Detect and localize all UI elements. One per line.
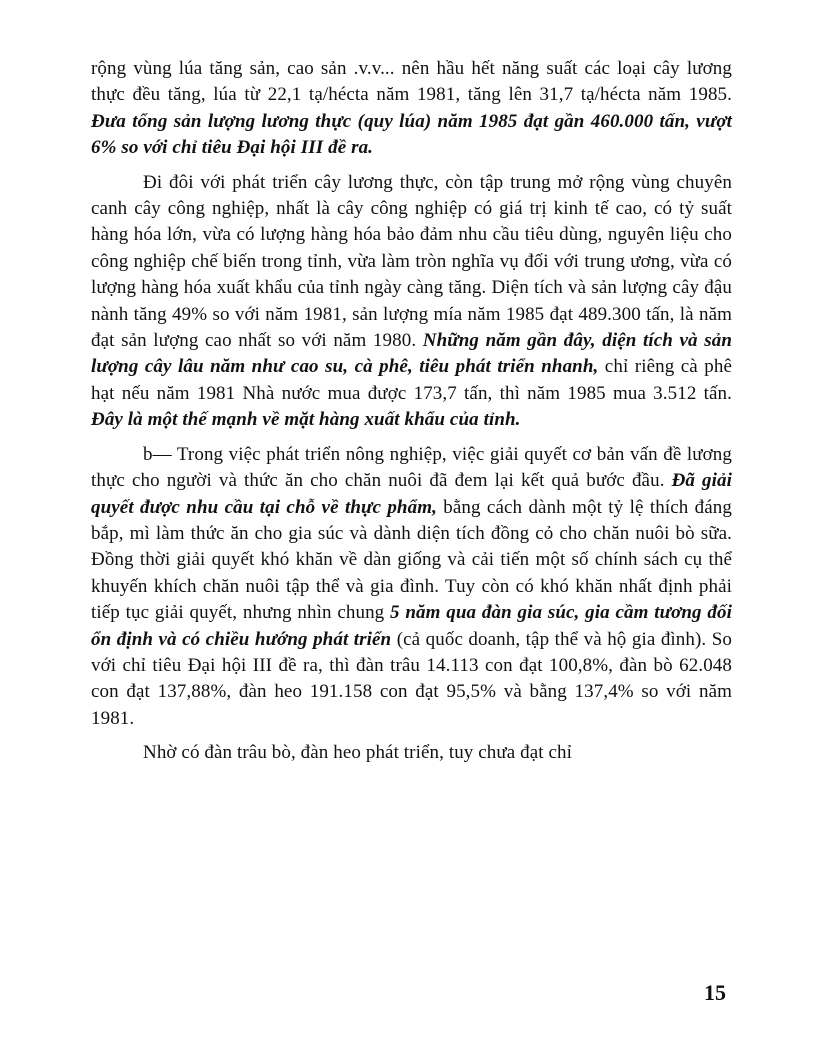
paragraph-4 — [91, 740, 732, 766]
emphasized-text: Những năm gần đây, diện tích và sản lượng cây lâu năm như cao su, cà phê, tiêu phát triển nhanh, — [91, 330, 732, 378]
body-text: b— Trong việc phát triển nông nghiệp, việc giải quyết cơ bản vấn đề lương thực cho người và thức ăn cho chăn nuôi đã đem lại kết quả bước đầu. — [91, 443, 732, 492]
paragraph-2 — [91, 170, 732, 434]
body-text: Nhờ có đàn trâu bò, đàn heo phát triển, tuy chưa đạt chỉ — [143, 742, 573, 764]
body-text: chỉ riêng cà phê hạt nếu năm 1981 Nhà nước mua được 173,7 tấn, thì năm 1985 mua 3.512 tấn. — [91, 356, 732, 404]
page-body — [91, 56, 732, 767]
emphasized-text: Đây là một thế mạnh về mặt hàng xuất khẩu của tỉnh. — [91, 409, 521, 431]
emphasized-text: 5 năm qua đàn gia súc, gia cầm tương đối ổn định và có chiều hướng phát triển — [91, 602, 732, 650]
page-number: 15 — [704, 980, 726, 1005]
body-text: (cả quốc doanh, tập thể và hộ gia đình). So với chỉ tiêu Đại hội III đề ra, thì đàn trâu 14.113 con đạt 100,8%, đàn bò 62.048 con đạt 137,88%, đàn heo 191.158 con đạt 95,5% và bằng 137,4% so với năm 1981. — [91, 628, 732, 729]
paragraph-1 — [91, 56, 732, 162]
paragraph-3 — [91, 442, 732, 732]
body-text: Đi đôi với phát triển cây lương thực, còn tập trung mở rộng vùng chuyên canh cây công nghiệp, nhất là cây công nghiệp có giá trị kinh tế cao, có tỷ suất hàng hóa lớn, vừa có lượng hàng hóa bảo đảm nhu cầu tiêu dùng, nguyên liệu cho công nghiệp chế biến trong tỉnh, vừa làm tròn nghĩa vụ đối với trung ương, vừa có lượng hàng hóa xuất khẩu của tỉnh ngày càng tăng. Diện tích và sản lượng cây đậu nành tăng 49% so với năm 1981, sản lượng mía năm 1985 đạt 489.300 tấn, là năm đạt sản lượng cao nhất so với năm 1980. — [91, 171, 732, 352]
body-text: rộng vùng lúa tăng sản, cao sản .v.v... nên hầu hết năng suất các loại cây lương thực đều tăng, lúa từ 22,1 tạ/hécta năm 1981, tăng lên 31,7 tạ/hécta năm 1985. — [91, 58, 732, 106]
body-text: bằng cách dành một tỷ lệ thích đáng bắp, mì làm thức ăn cho gia súc và dành diện tích đồng cỏ cho chăn nuôi bò sữa. Đồng thời giải quyết khó khăn về dàn giống và cải tiến một số chính sách cụ thể khuyến khích chăn nuôi tập thể và gia đình. Tuy còn có khó khăn nhất định phải tiếp tục giải quyết, nhưng nhìn chung — [91, 496, 732, 624]
emphasized-text: Đưa tổng sản lượng lương thực (quy lúa) năm 1985 đạt gần 460.000 tấn, vượt 6% so với chỉ tiêu Đại hội III đề ra. — [91, 110, 732, 159]
emphasized-text: Đã giải quyết được nhu cầu tại chỗ về thực phẩm, — [91, 470, 732, 518]
